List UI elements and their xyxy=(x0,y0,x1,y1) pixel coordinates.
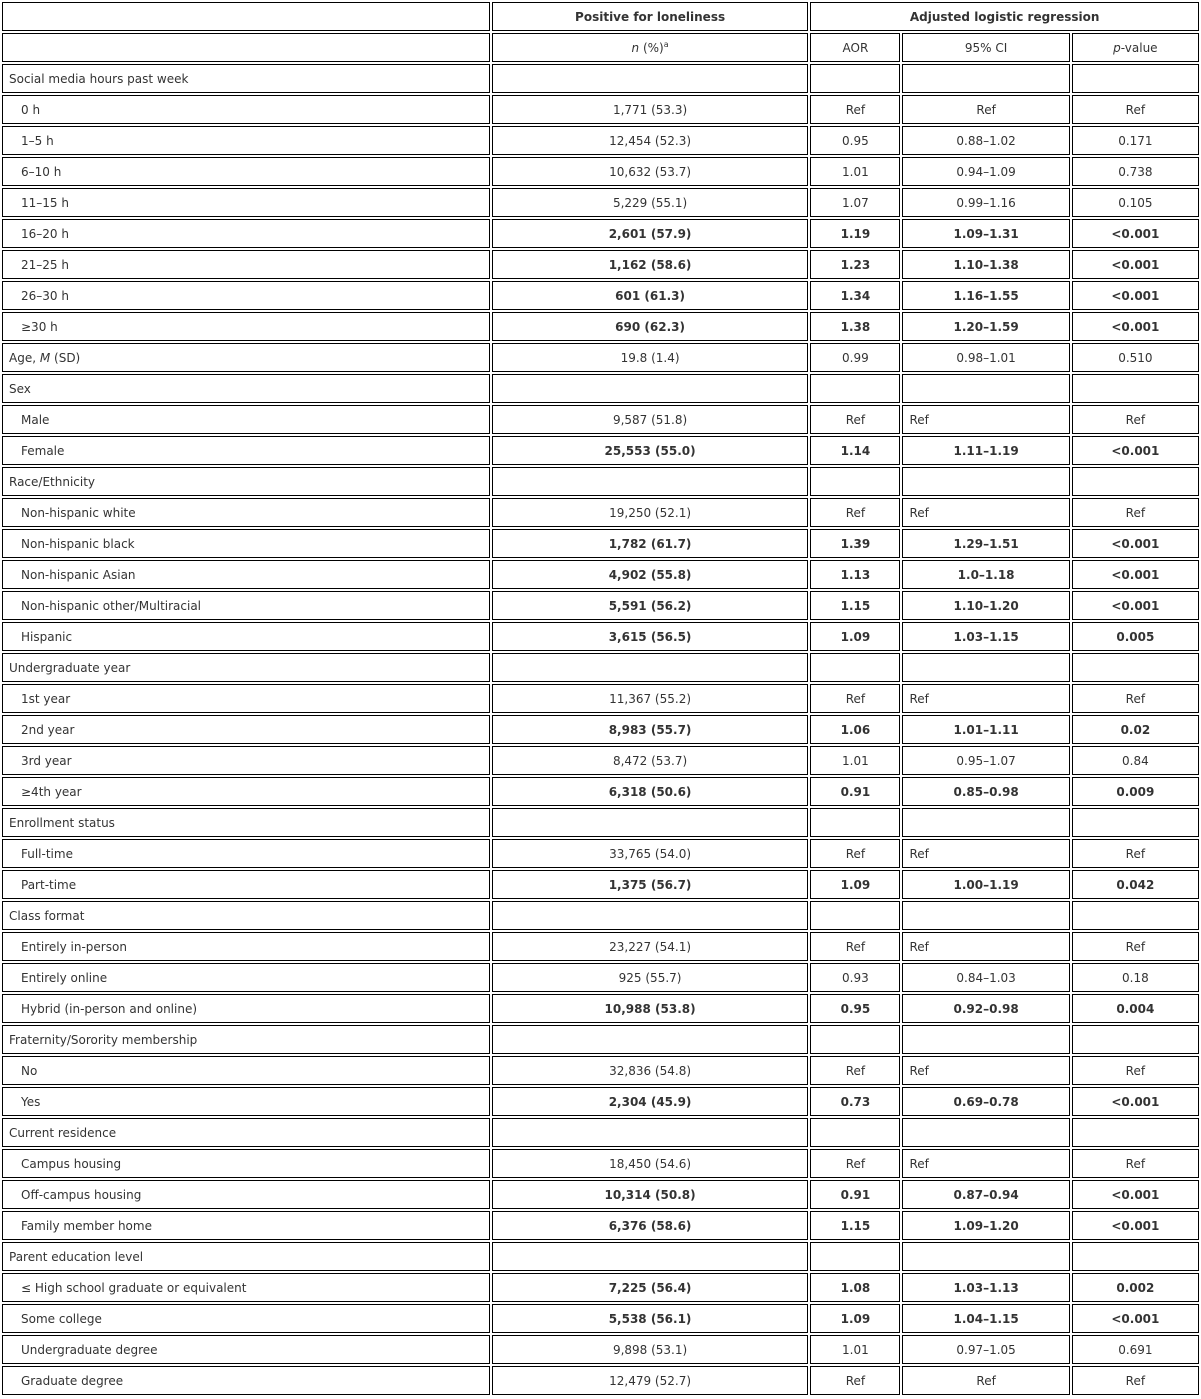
row-label: Entirely in-person xyxy=(2,932,490,961)
n-percent-cell: 8,472 (53.7) xyxy=(492,746,809,775)
n-percent-cell: 1,771 (53.3) xyxy=(492,95,809,124)
row-label: Graduate degree xyxy=(2,1366,490,1395)
row-label: Hybrid (in-person and online) xyxy=(2,994,490,1023)
p-value-cell: <0.001 xyxy=(1072,250,1199,279)
aor-cell: Ref xyxy=(810,95,900,124)
row-label: Non-hispanic Asian xyxy=(2,560,490,589)
aor-cell: Ref xyxy=(810,684,900,713)
row-label: Full-time xyxy=(2,839,490,868)
ci-cell xyxy=(902,1242,1069,1271)
aor-cell: 0.95 xyxy=(810,994,900,1023)
ci-cell: Ref xyxy=(902,932,1069,961)
ci-cell: Ref xyxy=(902,684,1069,713)
row-label-part: (SD) xyxy=(50,350,81,365)
table-row xyxy=(2,405,1199,434)
ci-cell: Ref xyxy=(902,1366,1069,1395)
table-row xyxy=(2,777,1199,806)
table-row xyxy=(2,1180,1199,1209)
p-value-cell: <0.001 xyxy=(1072,1211,1199,1240)
row-label: Some college xyxy=(2,1304,490,1333)
n-cell xyxy=(492,64,809,93)
row-label: Hispanic xyxy=(2,622,490,651)
p-value-cell: 0.84 xyxy=(1072,746,1199,775)
p-value-cell: Ref xyxy=(1072,95,1199,124)
table-row xyxy=(2,560,1199,589)
ci-cell: 0.95–1.07 xyxy=(902,746,1069,775)
n-percent-cell: 6,376 (58.6) xyxy=(492,1211,809,1240)
group-label: Fraternity/Sorority membership xyxy=(2,1025,490,1054)
table-row xyxy=(2,157,1199,186)
aor-cell xyxy=(810,374,900,403)
header-n-percent xyxy=(492,33,809,62)
p-value-cell xyxy=(1072,64,1199,93)
group-label: Sex xyxy=(2,374,490,403)
n-percent-cell: 7,225 (56.4) xyxy=(492,1273,809,1302)
header-blank xyxy=(2,33,490,62)
n-percent-cell: 4,902 (55.8) xyxy=(492,560,809,589)
ci-cell: Ref xyxy=(902,1149,1069,1178)
n-percent-cell: 5,229 (55.1) xyxy=(492,188,809,217)
p-value-cell: 0.105 xyxy=(1072,188,1199,217)
p-value-cell: 0.18 xyxy=(1072,963,1199,992)
n-percent-cell: 12,454 (52.3) xyxy=(492,126,809,155)
aor-cell: 1.14 xyxy=(810,436,900,465)
p-value-cell xyxy=(1072,653,1199,682)
n-percent-cell: 925 (55.7) xyxy=(492,963,809,992)
table-row xyxy=(2,1056,1199,1085)
n-percent-cell: 23,227 (54.1) xyxy=(492,932,809,961)
n-cell xyxy=(492,1025,809,1054)
table-row xyxy=(2,312,1199,341)
n-percent-cell: 2,601 (57.9) xyxy=(492,219,809,248)
header-blank xyxy=(2,2,490,31)
n-percent-cell: 601 (61.3) xyxy=(492,281,809,310)
group-label: Parent education level xyxy=(2,1242,490,1271)
n-percent-cell: 10,314 (50.8) xyxy=(492,1180,809,1209)
ci-cell: 0.97–1.05 xyxy=(902,1335,1069,1364)
ci-cell: 1.11–1.19 xyxy=(902,436,1069,465)
n-percent-cell: 6,318 (50.6) xyxy=(492,777,809,806)
row-label xyxy=(2,343,490,372)
row-label: 6–10 h xyxy=(2,157,490,186)
ci-cell: Ref xyxy=(902,839,1069,868)
table-row xyxy=(2,870,1199,899)
table-row xyxy=(2,1149,1199,1178)
row-label: 11–15 h xyxy=(2,188,490,217)
p-value-cell: 0.009 xyxy=(1072,777,1199,806)
table-row xyxy=(2,932,1199,961)
n-percent-cell: 19,250 (52.1) xyxy=(492,498,809,527)
p-value-cell: 0.004 xyxy=(1072,994,1199,1023)
row-label: No xyxy=(2,1056,490,1085)
row-label: Female xyxy=(2,436,490,465)
p-value-cell: 0.510 xyxy=(1072,343,1199,372)
aor-cell: 1.09 xyxy=(810,1304,900,1333)
table-row xyxy=(2,95,1199,124)
n-percent-cell: 2,304 (45.9) xyxy=(492,1087,809,1116)
table-row xyxy=(2,498,1199,527)
n-cell xyxy=(492,653,809,682)
table-row xyxy=(2,839,1199,868)
group-header-row xyxy=(2,901,1199,930)
row-label: ≥30 h xyxy=(2,312,490,341)
n-percent-cell: 1,782 (61.7) xyxy=(492,529,809,558)
p-value-cell: Ref xyxy=(1072,932,1199,961)
row-label: Off-campus housing xyxy=(2,1180,490,1209)
aor-cell: 1.13 xyxy=(810,560,900,589)
ci-cell: 1.03–1.13 xyxy=(902,1273,1069,1302)
row-label: Campus housing xyxy=(2,1149,490,1178)
header-p-value xyxy=(1072,33,1199,62)
n-percent-cell: 5,538 (56.1) xyxy=(492,1304,809,1333)
ci-cell: 0.94–1.09 xyxy=(902,157,1069,186)
group-header-row xyxy=(2,374,1199,403)
p-value-cell: Ref xyxy=(1072,1149,1199,1178)
p-value-cell: <0.001 xyxy=(1072,219,1199,248)
row-label: Non-hispanic other/Multiracial xyxy=(2,591,490,620)
p-value-cell xyxy=(1072,901,1199,930)
ci-cell: 0.69–0.78 xyxy=(902,1087,1069,1116)
ci-cell: 0.85–0.98 xyxy=(902,777,1069,806)
header-row-2 xyxy=(2,33,1199,62)
p-value-cell xyxy=(1072,467,1199,496)
row-label: ≤ High school graduate or equivalent xyxy=(2,1273,490,1302)
aor-cell: 1.38 xyxy=(810,312,900,341)
p-value-label: -value xyxy=(1120,40,1158,55)
aor-cell: Ref xyxy=(810,1149,900,1178)
header-aor: AOR xyxy=(810,33,900,62)
table-row xyxy=(2,591,1199,620)
table-row xyxy=(2,715,1199,744)
table-row xyxy=(2,281,1199,310)
ci-cell: 1.16–1.55 xyxy=(902,281,1069,310)
ci-cell: 0.87–0.94 xyxy=(902,1180,1069,1209)
p-value-cell: <0.001 xyxy=(1072,529,1199,558)
ci-cell: 1.03–1.15 xyxy=(902,622,1069,651)
aor-cell xyxy=(810,1242,900,1271)
p-value-cell: Ref xyxy=(1072,1056,1199,1085)
aor-cell: 1.15 xyxy=(810,591,900,620)
row-label: 1–5 h xyxy=(2,126,490,155)
aor-cell xyxy=(810,467,900,496)
group-label: Class format xyxy=(2,901,490,930)
row-label: 0 h xyxy=(2,95,490,124)
ci-cell: 1.00–1.19 xyxy=(902,870,1069,899)
n-cell xyxy=(492,1118,809,1147)
group-label: Current residence xyxy=(2,1118,490,1147)
aor-cell: 1.39 xyxy=(810,529,900,558)
table-row xyxy=(2,1335,1199,1364)
ci-cell: 0.88–1.02 xyxy=(902,126,1069,155)
table-body xyxy=(2,64,1199,1395)
aor-cell: Ref xyxy=(810,405,900,434)
ci-cell xyxy=(902,1118,1069,1147)
row-label: 3rd year xyxy=(2,746,490,775)
p-value-cell: <0.001 xyxy=(1072,1087,1199,1116)
n-percent-cell: 690 (62.3) xyxy=(492,312,809,341)
ci-cell: 1.04–1.15 xyxy=(902,1304,1069,1333)
aor-cell: Ref xyxy=(810,1366,900,1395)
row-label: 2nd year xyxy=(2,715,490,744)
aor-cell: 1.01 xyxy=(810,746,900,775)
row-label: Non-hispanic black xyxy=(2,529,490,558)
ci-cell: 1.29–1.51 xyxy=(902,529,1069,558)
n-percent-cell: 18,450 (54.6) xyxy=(492,1149,809,1178)
ci-cell: Ref xyxy=(902,405,1069,434)
group-header-row xyxy=(2,467,1199,496)
row-label: Male xyxy=(2,405,490,434)
ci-cell: Ref xyxy=(902,1056,1069,1085)
p-value-cell: Ref xyxy=(1072,684,1199,713)
aor-cell: 1.15 xyxy=(810,1211,900,1240)
footnote-marker: a xyxy=(663,40,669,49)
group-label: Social media hours past week xyxy=(2,64,490,93)
group-header-row xyxy=(2,64,1199,93)
table-row xyxy=(2,1273,1199,1302)
group-label: Enrollment status xyxy=(2,808,490,837)
aor-cell xyxy=(810,808,900,837)
p-value-cell: <0.001 xyxy=(1072,1304,1199,1333)
row-label: Yes xyxy=(2,1087,490,1116)
p-value-cell: <0.001 xyxy=(1072,560,1199,589)
aor-cell: 1.34 xyxy=(810,281,900,310)
p-value-cell: <0.001 xyxy=(1072,312,1199,341)
ci-cell xyxy=(902,467,1069,496)
aor-cell: 1.09 xyxy=(810,870,900,899)
ci-cell: 0.92–0.98 xyxy=(902,994,1069,1023)
aor-cell: 1.06 xyxy=(810,715,900,744)
row-label: 1st year xyxy=(2,684,490,713)
ci-cell xyxy=(902,653,1069,682)
n-cell xyxy=(492,808,809,837)
aor-cell: Ref xyxy=(810,932,900,961)
p-value-cell: <0.001 xyxy=(1072,281,1199,310)
aor-cell: Ref xyxy=(810,1056,900,1085)
header-positive-for-loneliness: Positive for loneliness xyxy=(492,2,809,31)
n-percent-cell: 1,162 (58.6) xyxy=(492,250,809,279)
p-value-cell: 0.691 xyxy=(1072,1335,1199,1364)
ci-cell: 1.01–1.11 xyxy=(902,715,1069,744)
p-value-cell xyxy=(1072,1118,1199,1147)
n-percent-cell: 32,836 (54.8) xyxy=(492,1056,809,1085)
p-value-cell: 0.738 xyxy=(1072,157,1199,186)
p-symbol: p xyxy=(1113,40,1121,55)
row-label: Entirely online xyxy=(2,963,490,992)
ci-cell: 0.99–1.16 xyxy=(902,188,1069,217)
aor-cell: 1.07 xyxy=(810,188,900,217)
n-percent-cell: 9,898 (53.1) xyxy=(492,1335,809,1364)
ci-cell: Ref xyxy=(902,498,1069,527)
p-value-cell: 0.042 xyxy=(1072,870,1199,899)
ci-cell: 0.84–1.03 xyxy=(902,963,1069,992)
group-label: Undergraduate year xyxy=(2,653,490,682)
row-label: 26–30 h xyxy=(2,281,490,310)
n-percent-cell: 12,479 (52.7) xyxy=(492,1366,809,1395)
aor-cell: Ref xyxy=(810,498,900,527)
aor-cell: 1.01 xyxy=(810,157,900,186)
group-label: Race/Ethnicity xyxy=(2,467,490,496)
aor-cell: 0.93 xyxy=(810,963,900,992)
percent-label: (%) xyxy=(639,41,664,55)
n-percent-cell: 5,591 (56.2) xyxy=(492,591,809,620)
p-value-cell xyxy=(1072,374,1199,403)
group-header-row xyxy=(2,1242,1199,1271)
ci-cell: 1.20–1.59 xyxy=(902,312,1069,341)
row-label: 16–20 h xyxy=(2,219,490,248)
n-symbol: n xyxy=(631,41,640,55)
group-header-row xyxy=(2,653,1199,682)
n-cell xyxy=(492,467,809,496)
p-value-cell xyxy=(1072,808,1199,837)
table-row xyxy=(2,622,1199,651)
aor-cell xyxy=(810,1118,900,1147)
n-percent-cell: 3,615 (56.5) xyxy=(492,622,809,651)
n-cell xyxy=(492,374,809,403)
header-ci: 95% CI xyxy=(902,33,1069,62)
aor-cell: 0.91 xyxy=(810,777,900,806)
group-header-row xyxy=(2,1118,1199,1147)
p-value-cell: <0.001 xyxy=(1072,436,1199,465)
n-percent-cell: 10,988 (53.8) xyxy=(492,994,809,1023)
table-row xyxy=(2,684,1199,713)
p-value-cell: Ref xyxy=(1072,1366,1199,1395)
n-cell xyxy=(492,1242,809,1271)
aor-cell xyxy=(810,1025,900,1054)
aor-cell: 1.01 xyxy=(810,1335,900,1364)
p-value-cell: 0.171 xyxy=(1072,126,1199,155)
p-value-cell: Ref xyxy=(1072,839,1199,868)
table-row xyxy=(2,1087,1199,1116)
table-row xyxy=(2,1366,1199,1395)
table-row xyxy=(2,343,1199,372)
aor-cell: 1.08 xyxy=(810,1273,900,1302)
n-percent-cell: 25,553 (55.0) xyxy=(492,436,809,465)
ci-cell: 1.10–1.38 xyxy=(902,250,1069,279)
ci-cell xyxy=(902,808,1069,837)
p-value-cell: Ref xyxy=(1072,498,1199,527)
ci-cell: 1.09–1.20 xyxy=(902,1211,1069,1240)
ci-cell xyxy=(902,374,1069,403)
p-value-cell: 0.005 xyxy=(1072,622,1199,651)
row-label-part: M xyxy=(39,350,51,365)
ci-cell: 1.09–1.31 xyxy=(902,219,1069,248)
row-label: 21–25 h xyxy=(2,250,490,279)
p-value-cell xyxy=(1072,1242,1199,1271)
p-value-cell: Ref xyxy=(1072,405,1199,434)
table-row xyxy=(2,126,1199,155)
table-row xyxy=(2,250,1199,279)
table-row xyxy=(2,994,1199,1023)
group-header-row xyxy=(2,808,1199,837)
row-label-part: Age, xyxy=(9,350,40,365)
aor-cell: 0.99 xyxy=(810,343,900,372)
header-adjusted-logistic-regression: Adjusted logistic regression xyxy=(810,2,1199,31)
group-header-row xyxy=(2,1025,1199,1054)
aor-cell: 0.73 xyxy=(810,1087,900,1116)
table-row xyxy=(2,529,1199,558)
p-value-cell: 0.02 xyxy=(1072,715,1199,744)
p-value-cell: 0.002 xyxy=(1072,1273,1199,1302)
aor-cell xyxy=(810,64,900,93)
aor-cell xyxy=(810,901,900,930)
n-percent-cell: 8,983 (55.7) xyxy=(492,715,809,744)
p-value-cell: <0.001 xyxy=(1072,591,1199,620)
row-label: Family member home xyxy=(2,1211,490,1240)
ci-cell xyxy=(902,1025,1069,1054)
aor-cell: 1.23 xyxy=(810,250,900,279)
p-value-cell: <0.001 xyxy=(1072,1180,1199,1209)
ci-cell: 1.10–1.20 xyxy=(902,591,1069,620)
aor-cell: 1.09 xyxy=(810,622,900,651)
ci-cell xyxy=(902,64,1069,93)
ci-cell: 0.98–1.01 xyxy=(902,343,1069,372)
ci-cell xyxy=(902,901,1069,930)
n-percent-cell: 11,367 (55.2) xyxy=(492,684,809,713)
table-row xyxy=(2,746,1199,775)
ci-cell: 1.0–1.18 xyxy=(902,560,1069,589)
aor-cell xyxy=(810,653,900,682)
n-percent-cell: 10,632 (53.7) xyxy=(492,157,809,186)
aor-cell: Ref xyxy=(810,839,900,868)
n-cell xyxy=(492,901,809,930)
n-percent-cell: 9,587 (51.8) xyxy=(492,405,809,434)
aor-cell: 0.95 xyxy=(810,126,900,155)
table-row xyxy=(2,1211,1199,1240)
n-percent-cell: 19.8 (1.4) xyxy=(492,343,809,372)
aor-cell: 1.19 xyxy=(810,219,900,248)
aor-cell: 0.91 xyxy=(810,1180,900,1209)
table-row xyxy=(2,219,1199,248)
header-row-1 xyxy=(2,2,1199,31)
table-row xyxy=(2,436,1199,465)
row-label: Part-time xyxy=(2,870,490,899)
table-row xyxy=(2,1304,1199,1333)
row-label: ≥4th year xyxy=(2,777,490,806)
n-percent-cell: 33,765 (54.0) xyxy=(492,839,809,868)
row-label: Non-hispanic white xyxy=(2,498,490,527)
table-row xyxy=(2,188,1199,217)
table-row xyxy=(2,963,1199,992)
n-percent-cell: 1,375 (56.7) xyxy=(492,870,809,899)
ci-cell: Ref xyxy=(902,95,1069,124)
p-value-cell xyxy=(1072,1025,1199,1054)
row-label: Undergraduate degree xyxy=(2,1335,490,1364)
